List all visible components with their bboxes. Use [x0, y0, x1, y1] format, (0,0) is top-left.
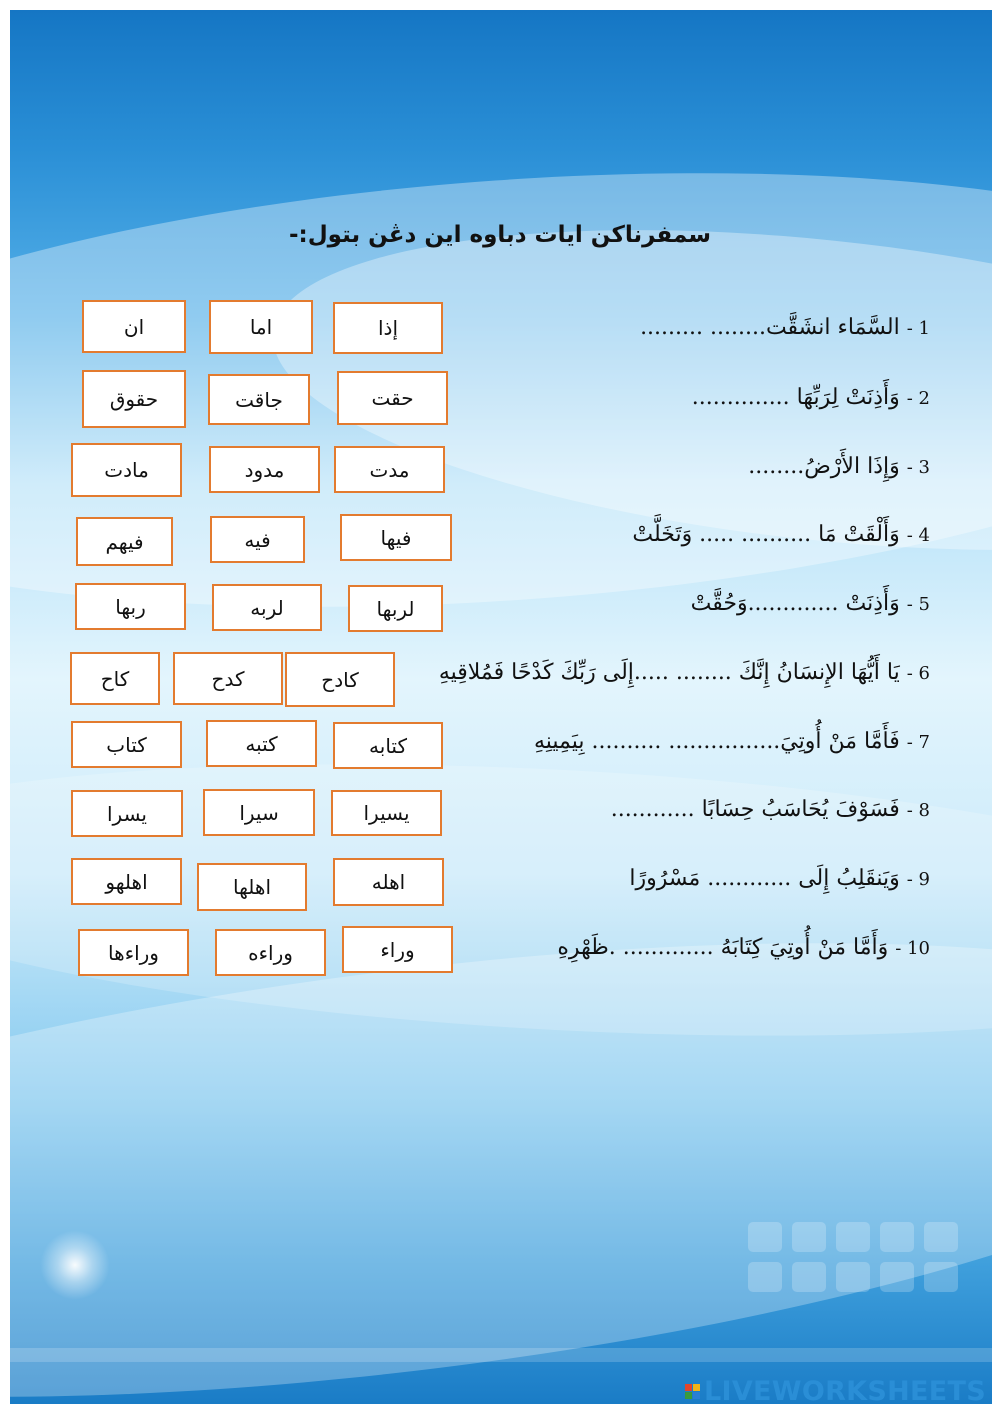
question-number: 3 -	[906, 457, 930, 478]
option-box[interactable]: اهلهو	[71, 858, 182, 905]
question-number: 2 -	[906, 388, 930, 409]
option-box[interactable]: كادح	[285, 652, 395, 707]
option-box[interactable]: يسيرا	[331, 790, 442, 836]
bottom-stripe	[10, 1348, 992, 1362]
option-box[interactable]: سيرا	[203, 789, 315, 836]
option-box[interactable]: كاح	[70, 652, 160, 705]
question-8	[611, 790, 930, 830]
question-5	[691, 584, 930, 624]
option-box[interactable]: حقوق	[82, 370, 186, 428]
worksheet-instruction: سمفرناكن ايات دباوه اين دڠن بتول:-	[288, 222, 712, 248]
option-box[interactable]: وراء	[342, 926, 453, 973]
question-9	[629, 859, 930, 899]
liveworksheets-logo	[685, 1374, 986, 1408]
question-text: وَأَمَّا مَنْ أُوتِيَ كِتَابَهُ ............. .ظَهْرِهِ	[557, 935, 889, 960]
option-box[interactable]: فيهم	[76, 517, 173, 566]
option-box[interactable]: جاقت	[208, 374, 310, 425]
question-2	[692, 378, 930, 418]
option-box[interactable]: وراءه	[215, 929, 326, 976]
question-10	[557, 928, 930, 968]
worksheet-background	[10, 10, 992, 1404]
option-box[interactable]: اهله	[333, 858, 444, 906]
question-number: 4 -	[906, 525, 930, 546]
question-number: 5 -	[906, 594, 930, 615]
brand-square	[685, 1392, 692, 1399]
question-number: 7 -	[906, 732, 930, 753]
question-number: 1 -	[906, 318, 930, 339]
option-box[interactable]: إذا	[333, 302, 443, 354]
question-text: يَا أَيُّهَا الإِنسَانُ إِنَّكَ ........ .....إِلَى رَبِّكَ كَدْحًا فَمُلاقِيهِ	[438, 660, 900, 685]
brand-square	[685, 1384, 692, 1391]
option-box[interactable]: كدح	[173, 652, 283, 705]
question-text: وَأَذِنَتْ .............وَحُقَّتْ	[690, 591, 900, 616]
brand-name: LIVEWORKSHEETS	[703, 1375, 986, 1407]
option-box[interactable]: لربها	[348, 585, 443, 632]
question-text: فَسَوْفَ يُحَاسَبُ حِسَابًا ............	[610, 797, 900, 822]
question-3	[748, 447, 930, 487]
question-text: فَأَمَّا مَنْ أُوتِيَ................ .......... بِيَمِينِهِ	[533, 729, 900, 754]
question-1	[640, 308, 930, 348]
option-box[interactable]: وراءها	[78, 929, 189, 976]
question-text: وَيَنقَلِبُ إِلَى ............ مَسْرُورًا	[629, 866, 900, 891]
option-box[interactable]: كتاب	[71, 721, 182, 768]
brand-squares-icon	[685, 1384, 700, 1399]
option-box[interactable]: يسرا	[71, 790, 183, 837]
option-box[interactable]: كتبه	[206, 720, 317, 767]
option-box[interactable]: مادت	[71, 443, 182, 497]
brand-square	[693, 1392, 700, 1399]
question-4	[632, 515, 930, 555]
sparkle-decoration	[40, 1230, 110, 1300]
option-box[interactable]: اهلها	[197, 863, 307, 911]
option-box[interactable]: كتابه	[333, 722, 443, 769]
option-box[interactable]: فيه	[210, 516, 305, 563]
option-box[interactable]: اما	[209, 300, 313, 354]
option-box[interactable]: لربه	[212, 584, 322, 631]
question-number: 9 -	[906, 869, 930, 890]
brand-square	[693, 1384, 700, 1391]
tile-decoration	[748, 1222, 958, 1292]
question-text: وَأَذِنَتْ لِرَبِّهَا ..............	[691, 385, 900, 410]
question-7	[534, 722, 930, 762]
question-number: 10 -	[895, 938, 930, 959]
option-box[interactable]: مدت	[334, 446, 445, 493]
question-6	[439, 653, 930, 693]
question-number: 8 -	[906, 800, 930, 821]
option-box[interactable]: مدود	[209, 446, 320, 493]
option-box[interactable]: حقت	[337, 371, 448, 425]
option-box[interactable]: ربها	[75, 583, 186, 630]
question-text: السَّمَاء انشَقَّت........ .........	[640, 315, 900, 340]
question-text: وَأَلْقَتْ مَا .......... ..... وَتَخَلَّتْ	[632, 522, 900, 547]
question-number: 6 -	[906, 663, 930, 684]
option-box[interactable]: ان	[82, 300, 186, 353]
option-box[interactable]: فيها	[340, 514, 452, 561]
question-text: وَإِذَا الأَرْضُ........	[748, 454, 900, 479]
